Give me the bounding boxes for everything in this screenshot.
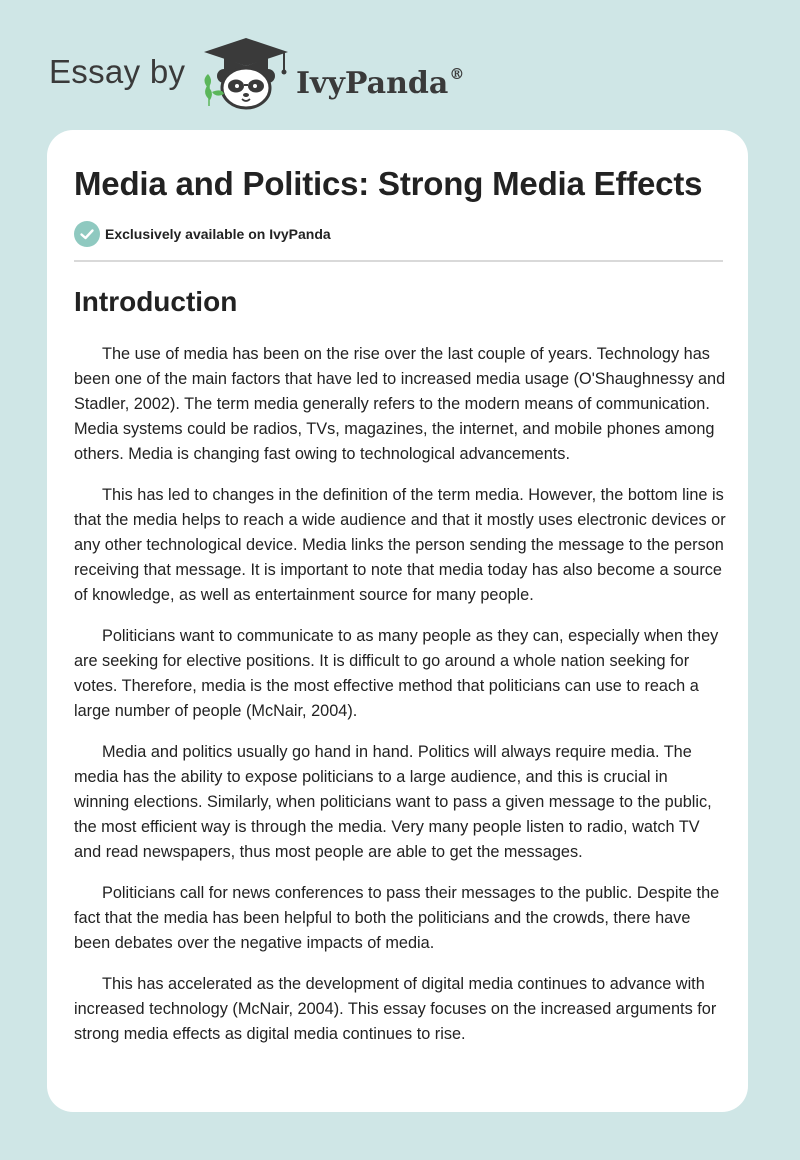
check-circle-icon — [74, 221, 100, 247]
paragraph: Media and politics usually go hand in hand. Politics will always require media. The media has the ability to expose politicians to a large audience, and this is crucial in winning elections. Similarly, when politicians want to pass a given message to the public, the most efficient way is through the media. Very many people listen to radio, watch TV and read newspapers, thus most people are able to get the messages. — [74, 743, 712, 861]
badge-label: Exclusively available on IvyPanda — [105, 226, 331, 242]
panda-graduation-cap-icon — [200, 36, 292, 110]
title-divider — [74, 260, 723, 262]
paragraph: Politicians call for news conferences to pass their messages to the public. Despite the fact that the media has been helpful to both the politicians and the crowds, there have been debates over the negative impacts of media. — [74, 884, 720, 952]
paragraph: This has accelerated as the development of digital media continues to advance with increased technology (McNair, 2004). This essay focuses on the increased arguments for strong media effects as digital media continues to rise. — [74, 975, 717, 1043]
essay-body — [74, 342, 726, 1063]
brand-logo-text[interactable] — [296, 54, 464, 104]
essay-card — [47, 130, 748, 1112]
site-header — [0, 0, 800, 120]
paragraph: The use of media has been on the rise over the last couple of years. Technology has been one of the main factors that have led to increased media usage (O'Shaughnessy and Stadler, 2002). The term media generally refers to the modern means of communication. Media systems could be radios, TVs, magazines, the internet, and mobile phones among others. Media is changing fast owing to technological advancements. — [74, 345, 726, 463]
registered-mark: ® — [449, 65, 465, 83]
availability-badge — [74, 221, 331, 247]
brand-name: IvyPanda — [296, 66, 449, 101]
paragraph: Politicians want to communicate to as many people as they can, especially when they are seeking for elective positions. It is difficult to go around a whole nation seeking for votes. Therefore, media is the most effective method that politicians can use to reach a large number of people (McNair, 2004). — [74, 627, 719, 720]
essay-by-label: Essay by — [49, 53, 186, 90]
paragraph: This has led to changes in the definition of the term media. However, the bottom line is that the media helps to reach a wide audience and that it mostly uses electronic devices or any other technological device. Media links the person sending the message to the person receiving that message. It is important to note that media today has also become a source of knowledge, as well as entertainment source for many people. — [74, 486, 726, 604]
section-heading-introduction: Introduction — [74, 286, 238, 317]
essay-title: Media and Politics: Strong Media Effects — [74, 165, 703, 202]
